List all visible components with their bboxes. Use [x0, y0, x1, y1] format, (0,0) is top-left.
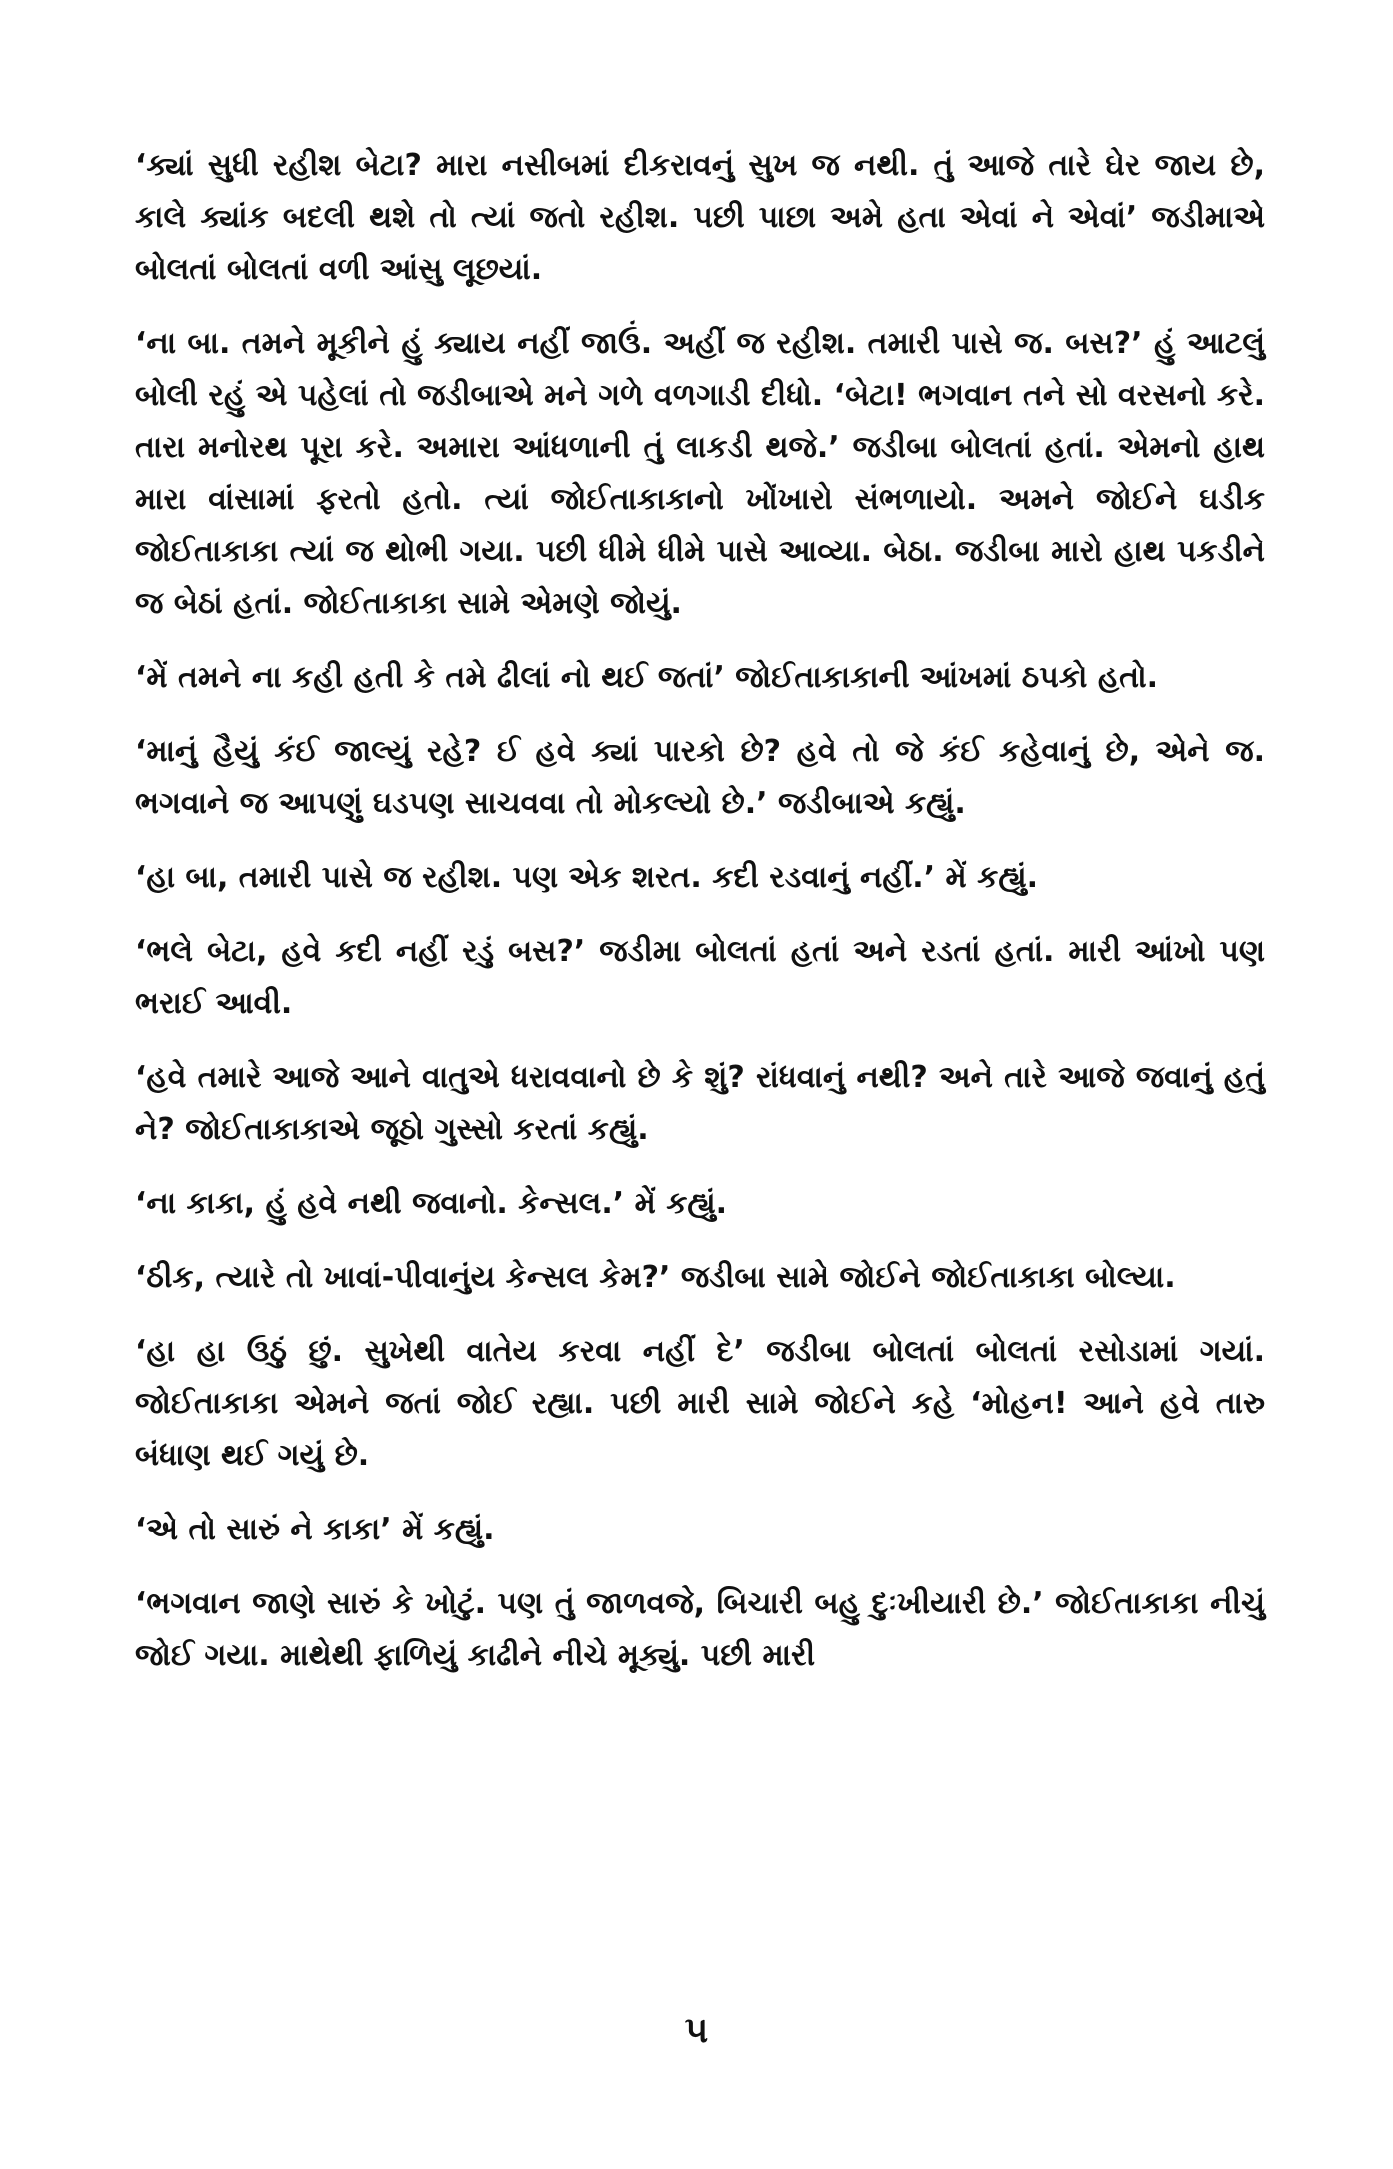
paragraph: ‘હા બા, તમારી પાસે જ રહીશ. પણ એક શરત. કદી રડવાનું નહીં.’ મેં કહ્યું. — [135, 860, 1038, 895]
paragraph: ‘એ તો સારું ને કાકા’ મેં કહ્યું. — [135, 1512, 495, 1547]
page-number: ૫ — [684, 2010, 709, 2051]
paragraph: ‘ના બા. તમને મૂકીને હું ક્યાય નહીં જાઉં. અહીં જ રહીશ. તમારી પાસે જ. બસ?’ હું આટલું બોલી રહું એ પહેલાં તો જડીબાએ મને ગળે વળગાડી દીધો. ‘બેટા! ભગવાન તને સો વરસનો કરે. તારા મનોરથ પૂરા કરે. અમારા આંધળાની તું લાકડી થજે.’ જડીબા બોલતાં હતાં. એમનો હાથ મારા વાંસામાં ફરતો હતો. ત્યાં જોઈતાકાકાનો ખોંખારો સંભળાયો. અમને જોઈને ઘડીક જોઈતાકાકા ત્યાં જ થોભી ગયા. પછી ધીમે ધીમે પાસે આવ્યા. બેઠા. જડીબા મારો હાથ પકડીને જ બેઠાં હતાં. જોઈતાકાકા સામે એમણે જોયું. — [135, 326, 1265, 621]
paragraph: ‘ભગવાન જાણે સારું કે ખોટું. પણ તું જાળવજે, બિચારી બહુ દુઃખીયારી છે.’ જોઈતાકાકા નીચું જોઈ ગયા. માથેથી ફાળિયું કાઢીને નીચે મૂક્યું. પછી મારી — [135, 1586, 1265, 1673]
paragraph: ‘હા હા ઉઠું છું. સુખેથી વાતેય કરવા નહીં દે’ જડીબા બોલતાં બોલતાં રસોડામાં ગયાં. જોઈતાકાકા એમને જતાં જોઈ રહ્યા. પછી મારી સામે જોઈને કહે ‘મોહન! આને હવે તારુ બંધાણ થઈ ગયું છે. — [135, 1334, 1265, 1473]
paragraph: ‘ક્યાં સુધી રહીશ બેટા? મારા નસીબમાં દીકરાવનું સુખ જ નથી. તું આજે તારે ઘેર જાય છે, કાલે ક્યાંક બદલી થશે તો ત્યાં જતો રહીશ. પછી પાછા અમે હતા એવાં ને એવાં’ જડીમાએ બોલતાં બોલતાં વળી આંસુ લૂછયાં. — [135, 148, 1265, 287]
body-text — [135, 140, 1265, 1704]
paragraph: ‘ભલે બેટા, હવે કદી નહીં રડું બસ?’ જડીમા બોલતાં હતાં અને રડતાં હતાં. મારી આંખો પણ ભરાઈ આવી. — [135, 934, 1265, 1021]
paragraph: ‘મેં તમને ના કહી હતી કે તમે ઢીલાં નો થઈ જતાં’ જોઈતાકાકાની આંખમાં ઠપકો હતો. — [135, 660, 1158, 695]
paragraph: ‘હવે તમારે આજે આને વાતુએ ધરાવવાનો છે કે શું? રાંધવાનું નથી? અને તારે આજે જવાનું હતું ને? જોઈતાકાકાએ જૂઠો ગુસ્સો કરતાં કહ્યું. — [135, 1060, 1265, 1147]
paragraph: ‘ઠીક, ત્યારે તો ખાવાં-પીવાનુંય કેન્સલ કેમ?’ જડીબા સામે જોઈને જોઈતાકાકા બોલ્યા. — [135, 1260, 1176, 1295]
paragraph: ‘માનું હૈયું કંઈ જાલ્યું રહે? ઈ હવે ક્યાં પારકો છે? હવે તો જે કંઈ કહેવાનું છે, એને જ. ભગવાને જ આપણું ઘડપણ સાચવવા તો મોકલ્યો છે.’ જડીબાએ કહ્યું. — [135, 734, 1265, 821]
paragraph: ‘ના કાકા, હું હવે નથી જવાનો. કેન્સલ.’ મેં કહ્યું. — [135, 1186, 728, 1221]
